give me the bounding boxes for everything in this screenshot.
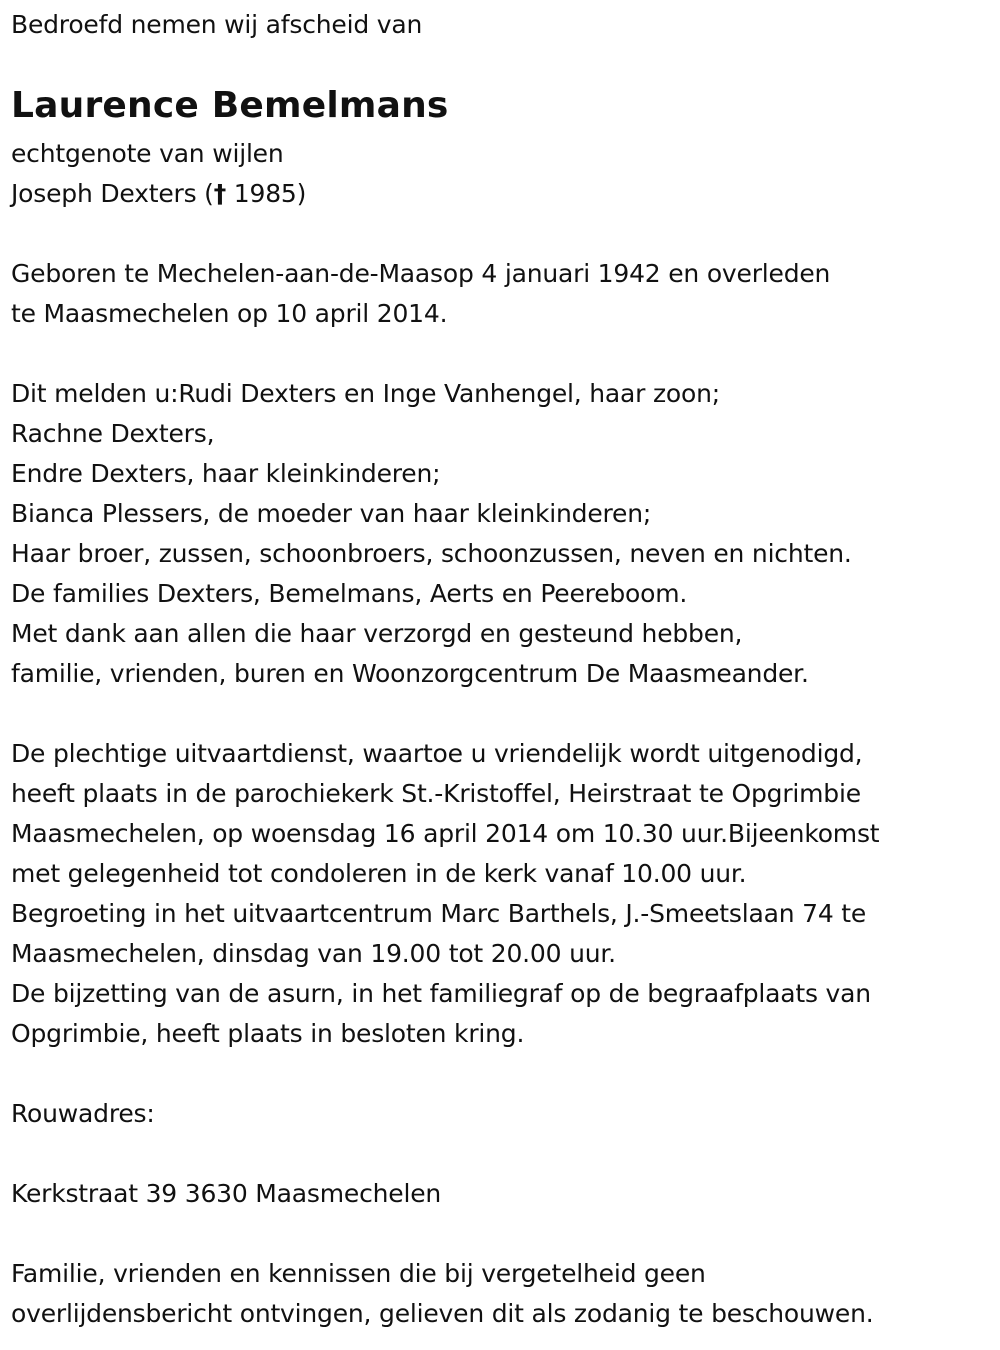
mourning-address-label: Rouwadres:: [11, 1099, 155, 1128]
funeral-line: Opgrimbie, heeft plaats in besloten kring.: [11, 1019, 525, 1048]
family-line: Haar broer, zussen, schoonbroers, schoonzussen, neven en nichten.: [11, 539, 852, 568]
funeral-line: De bijzetting van de asurn, in het familiegraf op de begraafplaats van: [11, 979, 871, 1008]
cross-icon: †: [213, 179, 227, 208]
deceased-name: Laurence Bemelmans: [11, 85, 449, 126]
family-line: Rachne Dexters,: [11, 419, 215, 448]
funeral-line: met gelegenheid tot condoleren in de kerk vanaf 10.00 uur.: [11, 859, 747, 888]
intro-text: Bedroefd nemen wij afscheid van: [11, 10, 423, 39]
mourning-address-label-block: [11, 1094, 155, 1134]
family-line: De families Dexters, Bemelmans, Aerts en Peereboom.: [11, 579, 688, 608]
closing-line: overlijdensbericht ontvingen, gelieven dit als zodanig te beschouwen.: [11, 1299, 874, 1328]
funeral-line: De plechtige uitvaartdienst, waartoe u vriendelijk wordt uitgenodigd,: [11, 739, 863, 768]
birth-death-block: [11, 254, 830, 334]
family-line: familie, vrienden, buren en Woonzorgcentrum De Maasmeander.: [11, 659, 809, 688]
birth-death-line: te Maasmechelen op 10 april 2014.: [11, 299, 448, 328]
spouse-relation: echtgenote van wijlen: [11, 139, 284, 168]
family-block: [11, 374, 852, 694]
birth-death-line: Geboren te Mechelen-aan-de-Maasop 4 januari 1942 en overleden: [11, 259, 831, 288]
family-line: Dit melden u:Rudi Dexters en Inge Vanhengel, haar zoon;: [11, 379, 720, 408]
family-line: Bianca Plessers, de moeder van haar kleinkinderen;: [11, 499, 652, 528]
family-line: Endre Dexters, haar kleinkinderen;: [11, 459, 441, 488]
spouse-name: Joseph Dexters (: [11, 179, 214, 208]
funeral-line: Begroeting in het uitvaartcentrum Marc Barthels, J.-Smeetslaan 74 te: [11, 899, 867, 928]
family-line: Met dank aan allen die haar verzorgd en gesteund hebben,: [11, 619, 743, 648]
spouse-block: [11, 134, 306, 214]
mourning-address: Kerkstraat 39 3630 Maasmechelen: [11, 1179, 442, 1208]
funeral-line: Maasmechelen, op woensdag 16 april 2014 om 10.30 uur.Bijeenkomst: [11, 819, 880, 848]
funeral-line: heeft plaats in de parochiekerk St.-Kristoffel, Heirstraat te Opgrimbie: [11, 779, 861, 808]
closing-line: Familie, vrienden en kennissen die bij vergetelheid geen: [11, 1259, 706, 1288]
funeral-block: [11, 734, 879, 1054]
spouse-name-line: [11, 174, 306, 214]
spouse-death-year: 1985): [226, 179, 307, 208]
closing-block: [11, 1254, 874, 1334]
funeral-line: Maasmechelen, dinsdag van 19.00 tot 20.00 uur.: [11, 939, 616, 968]
mourning-address-block: [11, 1174, 441, 1214]
